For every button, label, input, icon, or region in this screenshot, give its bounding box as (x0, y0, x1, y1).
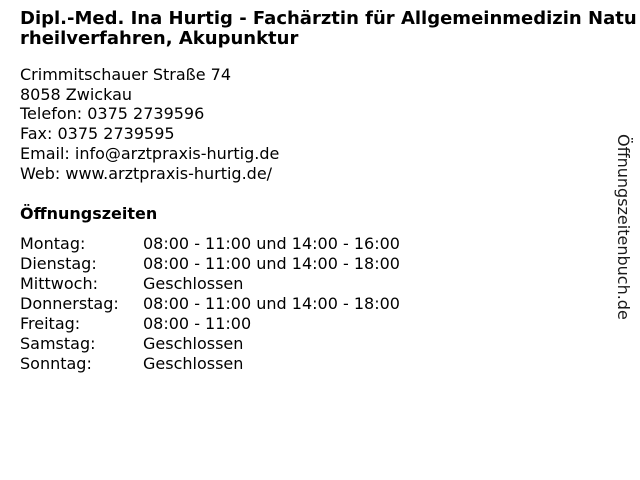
street-address: Crimmitschauer Straße 74 (20, 65, 231, 84)
day-label: Sonntag: (20, 354, 92, 373)
city-address: 8058 Zwickau (20, 84, 133, 104)
fax-number: Fax: 0375 2739595 (20, 124, 175, 144)
day-label: Samstag: (20, 334, 96, 353)
phone-number: Telefon: 0375 2739596 (20, 104, 205, 124)
time-value: 08:00 - 11:00 und 14:00 - 16:00 (143, 234, 400, 253)
page-title: Dipl.-Med. Ina Hurtig - Fachärztin für Allgemeinmedizin Naturheilverfahren, Akupunktur (20, 8, 637, 49)
time-value: 08:00 - 11:00 (143, 314, 252, 333)
site-watermark: Öffnungszeitenbuch.de (614, 134, 633, 320)
time-value: Geschlossen (143, 274, 244, 293)
opening-hours-heading: Öffnungszeiten (20, 204, 158, 223)
day-label: Dienstag: (20, 254, 97, 273)
contact-block (20, 65, 279, 183)
website-address: Web: www.arztpraxis-hurtig.de/ (20, 163, 273, 183)
email-address: Email: info@arztpraxis-hurtig.de (20, 143, 280, 163)
day-label: Mittwoch: (20, 274, 98, 293)
time-value: Geschlossen (143, 334, 244, 353)
time-value: 08:00 - 11:00 und 14:00 - 18:00 (143, 294, 400, 313)
time-value: Geschlossen (143, 354, 244, 373)
time-value: 08:00 - 11:00 und 14:00 - 18:00 (143, 254, 400, 273)
day-label: Donnerstag: (20, 294, 119, 313)
day-label: Montag: (20, 234, 86, 253)
day-label: Freitag: (20, 314, 81, 333)
